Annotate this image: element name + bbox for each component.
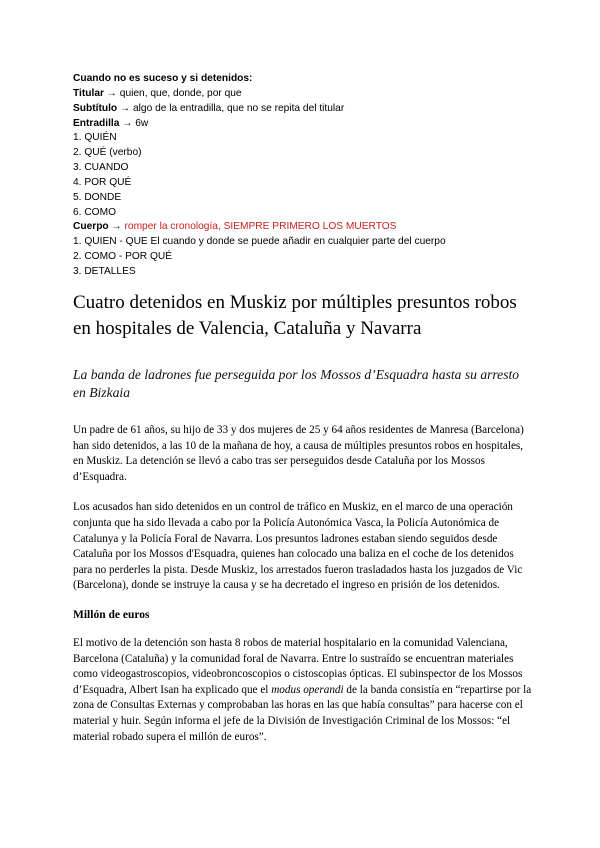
titular-line	[73, 87, 543, 102]
paragraph-3-end: de la banda consistía en “repartirse por la zona de Consultas Externas y comprobaban las horas en las que había consultas” para hacerse con el material y huir. Según informa el jefe de la División de Investigación Criminal de los Mossos: “el material robado supera el millón de euros”.	[73, 683, 532, 743]
section-heading: Millón de euros	[73, 608, 150, 621]
list-item: 5. DONDE	[73, 191, 122, 203]
subtitulo-label: Subtítulo	[73, 102, 118, 114]
list-item: 1. QUIEN - QUE El cuando y donde se puede añadir en cualquier parte del cuerpo	[73, 236, 446, 248]
notes-block	[73, 72, 543, 280]
list-item: 6. COMO	[73, 206, 117, 218]
cuerpo-line	[73, 220, 543, 235]
list-item: 3. DETALLES	[73, 265, 136, 277]
cuerpo-label: Cuerpo	[73, 221, 109, 233]
entradilla-label: Entradilla	[73, 117, 120, 129]
article-subhead: La banda de ladrones fue perseguida por los Mossos d’Esquadra hasta su arresto en Bizkaia	[73, 367, 520, 400]
list-item: 3. CUANDO	[73, 162, 129, 174]
list-item: 2. COMO - POR QUÉ	[73, 251, 173, 263]
article-headline: Cuatro detenidos en Muskiz por múltiples presuntos robos en hospitales de Valencia, Cataluña y Navarra	[73, 292, 517, 339]
cuerpo-text: romper la cronología, SIEMPRE PRIMERO LOS MUERTOS	[124, 221, 397, 233]
subtitulo-line	[73, 102, 543, 117]
cuerpo-arrow: →	[108, 221, 125, 233]
paragraph-3-italic: modus operandi	[271, 683, 344, 696]
subtitulo-text: → algo de la entradilla, que no se repita del titular	[117, 102, 345, 114]
notes-heading: Cuando no es suceso y si detenidos:	[73, 73, 253, 84]
paragraph-3-start: El motivo de la detención son hasta 8 robos de material hospitalario en la comunidad Valenciana, Barcelona (Cataluña) y la comunidad foral de Navarra. Entre lo sustraído se encuentran materiales como videogastroscopios, videobroncoscopios o cistoscopias ópticas. El subinspector de los Mossos d’Esquadra, Albert Isan ha explicado que el	[73, 636, 523, 696]
entradilla-line	[73, 117, 543, 132]
entradilla-text: → 6w	[119, 117, 149, 129]
article-paragraph-1: Un padre de 61 años, su hijo de 33 y dos mujeres de 25 y 64 años residentes de Manresa (Barcelona) han sido detenidos, a las 10 de la mañana de hoy, a causa de múltiples presuntos robos en hospitales, en Muskiz. La detención se llevó a cabo tras ser perseguidos desde Cataluña por los Mossos d’Esquadra.	[73, 424, 524, 483]
article	[73, 290, 533, 760]
list-item: 2. QUÉ (verbo)	[73, 147, 142, 159]
list-item: 4. POR QUÉ	[73, 176, 132, 188]
titular-text: → quien, que, donde, por que	[103, 87, 242, 99]
titular-label: Titular	[73, 87, 104, 99]
article-paragraph-3	[73, 636, 533, 745]
list-item: 1. QUIÉN	[73, 132, 117, 144]
article-paragraph-2: Los acusados han sido detenidos en un control de tráfico en Muskiz, en el marco de una operación conjunta que ha sido llevada a cabo por la Policía Autonómica Vasca, la Policía Autonómica de Catalunya y la Policía Foral de Navarra. Los presuntos ladrones estaban siendo seguidos desde Cataluña por los Mossos d'Esquadra, quienes han colocado una baliza en el coche de los detenidos para no perderles la pista. Desde Muskiz, los arrestados fueron trasladados hasta los juzgados de Vic (Barcelona), donde se instruye la causa y se ha decretado el ingreso en prisión de los detenidos.	[73, 501, 523, 592]
